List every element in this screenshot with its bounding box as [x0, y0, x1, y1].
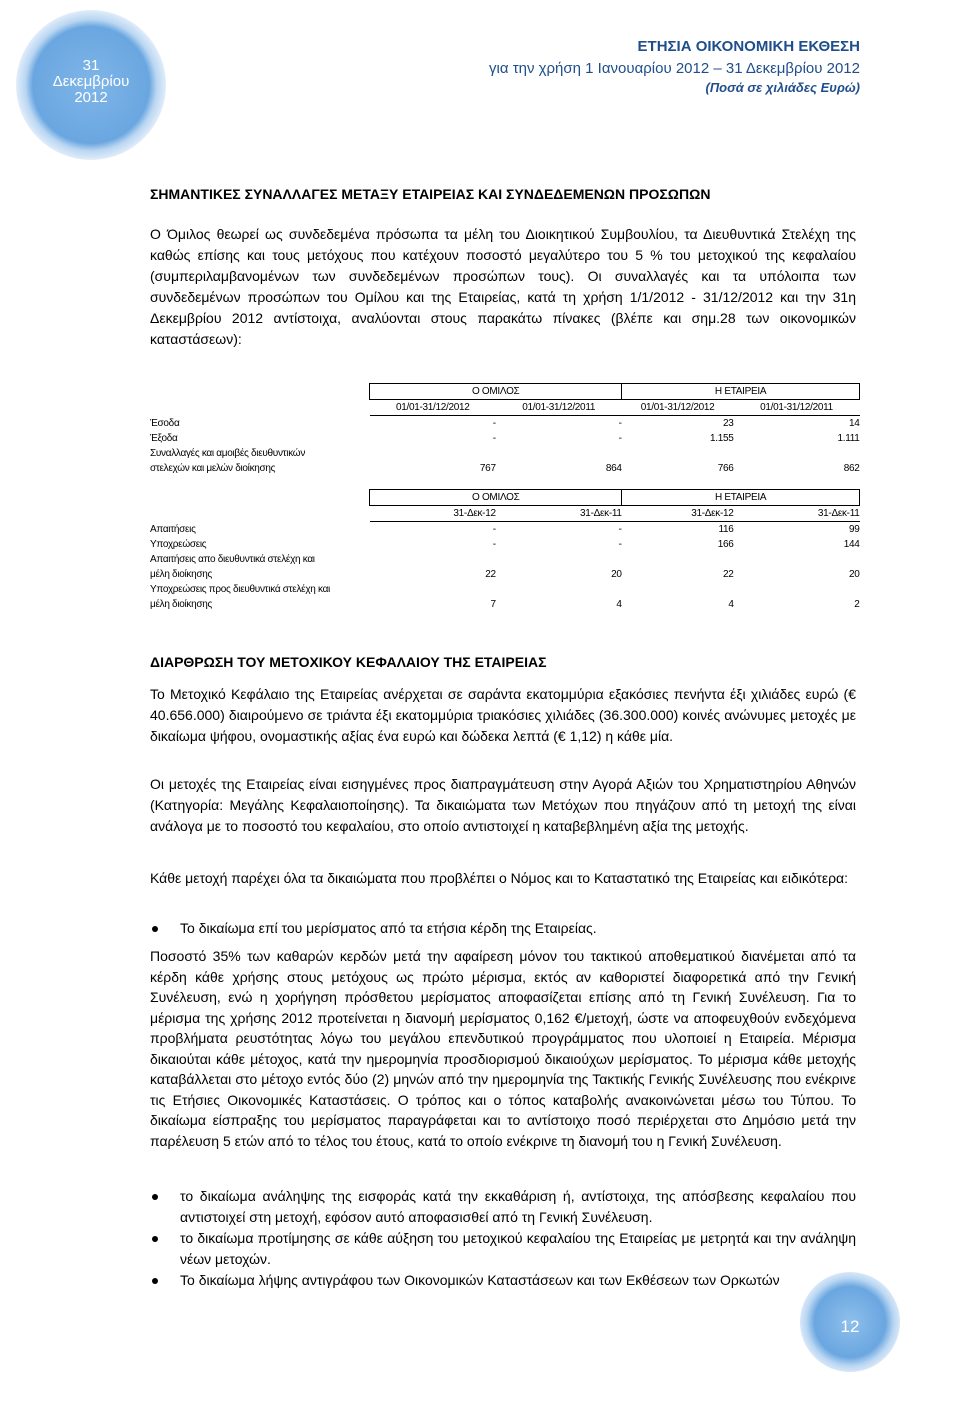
related-parties-paragraph: Ο Όμιλος θεωρεί ως συνδεδεμένα πρόσωπα τα μέλη του Διοικητικού Συμβουλίου, τα Διευθυντικά Στελέχη της καθώς επίσης και τους μετόχους που κατέχουν ποσοστό μεγαλύτερο του 5 % του μετοχικού της κεφαλαίου (συμπεριλαμβανομένων των συνδεδεμένων προσώπων τους). Οι συναλλαγές και τα υπόλοιπα των συνδεδεμένων προσώπων του Ομίλου και της Εταιρείας, κατά τη χρήση 1/1/2012 - 31/12/2012 και την 31η Δεκεμβρίου 2012 αντίστοιχα, αναλύονται στους παρακάτω πίνακες (βλέπε και σημ.28 των οικονομικών καταστάσεων):	[150, 226, 856, 347]
cell: 766	[717, 463, 734, 474]
table-row	[150, 522, 860, 538]
share-capital-paragraph: Το Μετοχικό Κεφάλαιο της Εταιρείας ανέρχεται σε σαράντα εκατομμύρια εξακόσιες πενήντα έξι χιλιάδες ευρώ (€ 40.656.000) διαιρούμενο σε τριάντα έξι εκατομμύρια τριακόσιες χιλιάδες (36.300.000) κοινές ανώνυμες μετοχές με δικαίωμα ψήφου, ονομαστικής αξίας ένα ευρώ και δώδεκα λεπτά (€ 1,12) η κάθε μία.	[150, 686, 856, 744]
group-header: Ο ΟΜΙΛΟΣ	[370, 490, 622, 506]
cell: 862	[843, 463, 860, 474]
cell: 20	[848, 569, 860, 580]
table-row	[150, 446, 860, 461]
table-row	[150, 567, 860, 582]
list-item	[150, 1270, 856, 1291]
row-label: Έξοδα	[150, 433, 178, 444]
balances-table	[150, 489, 860, 612]
list-item	[150, 1186, 856, 1228]
cell: 2	[854, 599, 860, 610]
column-header: 01/01-31/12/2012	[370, 400, 496, 416]
section-title-related-parties: ΣΗΜΑΝΤΙΚΕΣ ΣΥΝΑΛΛΑΓΕΣ ΜΕΤΑΞΥ ΕΤΑΙΡΕΙΑΣ ΚΑΙ ΣΥΝΔΕΔΕΜΕΝΩΝ ΠΡΟΣΩΠΩΝ	[150, 186, 711, 202]
section-title-share-capital: ΔΙΑΡΘΡΩΣΗ ΤΟΥ ΜΕΤΟΧΙΚΟΥ ΚΕΦΑΛΑΙΟΥ ΤΗΣ ΕΤΑΙΡΕΙΑΣ	[150, 654, 547, 670]
cell: 7	[490, 599, 496, 610]
list-item-text: το δικαίωμα ανάληψης της εισφοράς κατά την εκκαθάριση ή, αντίστοιχα, της απόσβεσης κεφαλαίου που αντιστοιχεί στη μετοχή, εφόσον αυτό αποφασισθεί από τη Γενική Συνέλευση.	[180, 1188, 856, 1225]
rights-list-1	[150, 918, 856, 939]
table-row	[150, 431, 860, 446]
cell: 767	[479, 463, 496, 474]
table-row	[150, 416, 860, 432]
cell: 22	[723, 569, 734, 580]
bullet-icon	[152, 1278, 158, 1284]
column-header: 31-Δεκ-11	[734, 506, 860, 522]
row-label: μέλη διοίκησης	[150, 569, 213, 580]
page-number: 12	[840, 1317, 860, 1336]
company-header: Η ΕΤΑΙΡΕΙΑ	[622, 490, 860, 506]
report-units: (Ποσά σε χιλιάδες Ευρώ)	[705, 80, 860, 95]
bullet-icon	[152, 1236, 158, 1242]
column-header: 01/01-31/12/2012	[622, 400, 734, 416]
bullet-icon	[152, 926, 158, 932]
column-header: 01/01-31/12/2011	[496, 400, 622, 416]
column-header: 31-Δεκ-12	[370, 506, 496, 522]
list-item	[150, 1228, 856, 1270]
rights-list-2	[150, 1186, 856, 1291]
table-row	[150, 597, 860, 612]
cell: 23	[723, 418, 734, 429]
list-item	[150, 918, 856, 939]
row-label: στελεχών και μελών διοίκησης	[150, 463, 276, 474]
row-label: Απαιτήσεις	[150, 523, 196, 535]
listing-paragraph: Οι μετοχές της Εταιρείας είναι εισηγμένες προς διαπραγμάτευση στην Αγορά Αξιών του Χρηματιστηρίου Αθηνών (Κατηγορία: Μεγάλης Κεφαλαιοποίησης). Τα δικαιώματα των Μετόχων που πηγάζουν από τη μετοχή της είναι ανάλογα με το ποσοστό του κεφαλαίου, στο οποίο αντιστοιχεί η καταβεβλημένη αξία της μετοχής.	[150, 776, 856, 834]
company-header: Η ΕΤΑΙΡΕΙΑ	[622, 384, 860, 400]
table-row	[150, 582, 860, 597]
cell: 14	[848, 418, 860, 429]
report-title: ΕΤΗΣΙΑ ΟΙΚΟΝΟΜΙΚΗ ΕΚΘΕΣΗ	[637, 38, 860, 55]
row-label: Έσοδα	[150, 417, 180, 429]
cell: 144	[843, 539, 860, 550]
report-period: για την χρήση 1 Ιανουαρίου 2012 – 31 Δεκεμβρίου 2012	[489, 60, 860, 77]
cell: -	[618, 433, 622, 444]
list-item-text: Το δικαίωμα λήψης αντιγράφου των Οικονομικών Καταστάσεων και των Εκθέσεων των Ορκωτών	[180, 1272, 780, 1288]
row-label: μέλη διοίκησης	[150, 599, 213, 610]
bullet-icon	[152, 1194, 158, 1200]
table-row	[150, 537, 860, 552]
cell: 166	[717, 539, 734, 550]
row-label: Υποχρεώσεις	[150, 539, 207, 550]
cell: 4	[616, 599, 622, 610]
cell: -	[492, 524, 496, 535]
dividend-paragraph: Ποσοστό 35% των καθαρών κερδών μετά την αφαίρεση μόνον του τακτικού αποθεματικού διανέμεται από τα κέρδη κάθε χρήσης στους μετόχους ως πρώτο μέρισμα, εκτός αν καθοριστεί διαφορετικά από την Γενική Συνέλευση, ενώ η χορήγηση πρόσθετου μερίσματος αποφασίζεται επίσης από τη Γενική Συνέλευση. Για το μέρισμα της χρήσης 2012 προτείνεται η διανομή μερίσματος 0,162 €/μετοχή, ώστε να αποφευχθούν ενδεχόμενα προβλήματα ρευστότητας λόγω του μεγάλου επενδυτικού προγράμματος που υλοποιεί η Εταιρεία. Μέρισμα δικαιούται κάθε μέτοχος, κατά την ημερομηνία προσδιορισμού δικαιούχων μερίσματος. Το μέρισμα κάθε μετοχής καταβάλλεται στο μέτοχο εντός δύο (2) μηνών από την ημερομηνία της Τακτικής Γενικής Συνέλευσης που ενέκρινε τις Ετήσιες Οικονομικές Καταστάσεις. Ο τρόπος και ο τόπος καταβολής ανακοινώνεται μέσω του Τύπου. Το δικαίωμα είσπραξης του μερίσματος παραγράφεται και το αντίστοιχο ποσό περιέρχεται στο Δημόσιο μετά την παρέλευση 5 ετών από το τέλος του έτους, κατά το οποίο ενέκρινε τη διανομή του η Γενική Συνέλευση.	[150, 948, 856, 1149]
cell: 1.155	[710, 433, 734, 444]
row-label: Συναλλαγές και αμοιβές διευθυντικών	[150, 448, 306, 459]
cell: 22	[485, 569, 496, 580]
column-header: 01/01-31/12/2011	[734, 400, 860, 416]
cell: -	[618, 418, 622, 429]
cell: -	[618, 524, 622, 535]
row-label: Απαιτήσεις απο διευθυντικά στελέχη και	[150, 554, 315, 565]
rights-intro-paragraph: Κάθε μετοχή παρέχει όλα τα δικαιώματα που προβλέπει ο Νόμος και το Καταστατικό της Εταιρείας και ειδικότερα:	[150, 870, 849, 886]
column-header: 31-Δεκ-12	[622, 506, 734, 522]
cell: -	[618, 539, 622, 550]
row-label: Υποχρεώσεις προς διευθυντικά στελέχη και	[150, 584, 330, 595]
table-row	[150, 461, 860, 476]
cell: -	[492, 433, 496, 444]
cell: 864	[605, 463, 622, 474]
group-header: Ο ΟΜΙΛΟΣ	[370, 384, 622, 400]
list-item-text: Το δικαίωμα επί του μερίσματος από τα ετήσια κέρδη της Εταιρείας.	[180, 920, 597, 936]
cell: 1.111	[837, 433, 860, 444]
cell: -	[492, 539, 496, 550]
cell: 20	[611, 569, 622, 580]
cell: -	[492, 418, 496, 429]
list-item-text: το δικαίωμα προτίμησης σε κάθε αύξηση του μετοχικού κεφαλαίου της Εταιρείας με μετρητά και την ανάληψη νέων μετοχών.	[180, 1230, 856, 1267]
cell: 116	[718, 524, 734, 535]
transactions-table	[150, 383, 860, 476]
cell: 4	[728, 599, 734, 610]
column-header: 31-Δεκ-11	[496, 506, 622, 522]
date-badge-text: 31 Δεκεμβρίου 2012	[52, 57, 130, 106]
cell: 99	[848, 524, 860, 535]
table-row	[150, 552, 860, 567]
